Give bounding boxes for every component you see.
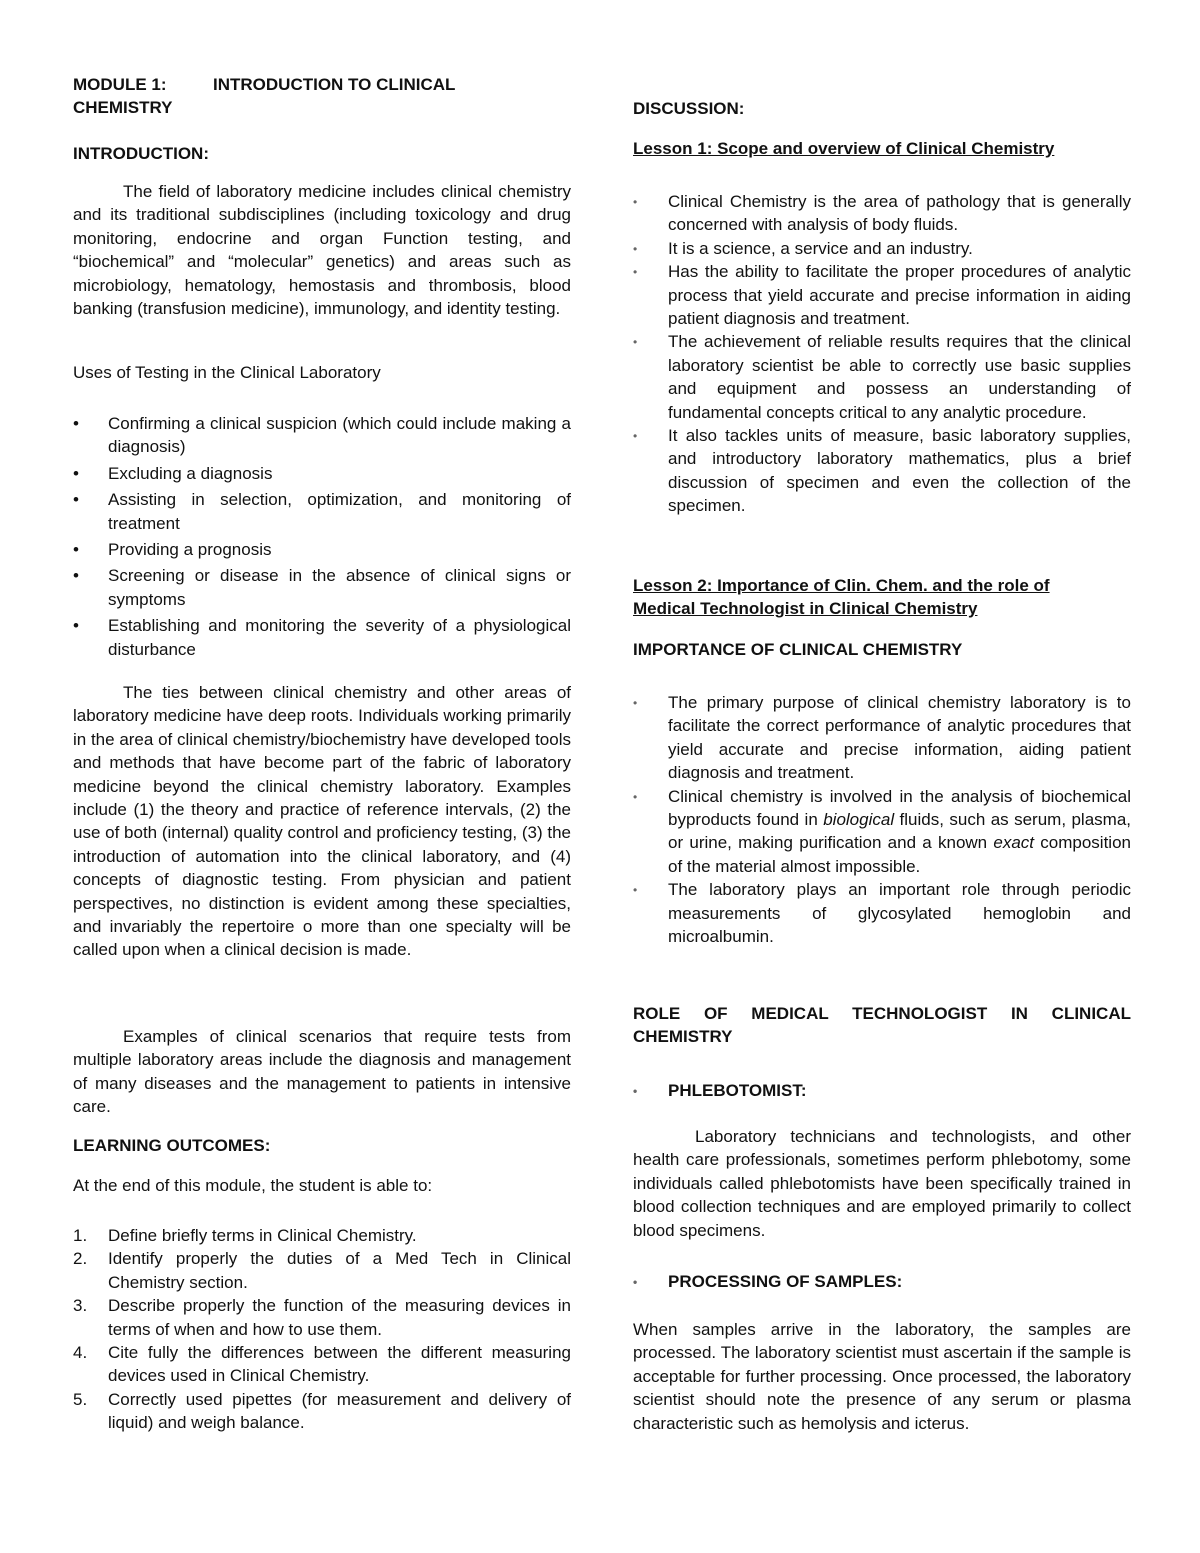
phlebotomist-paragraph: Laboratory technicians and technologists, and other health care professionals, sometimes perform phlebotomy, some individuals called phlebotomists have been specifically trained in blood collection techniques and are employed primarily to collect blood specimens. [633, 1127, 1131, 1240]
outcomes-heading: LEARNING OUTCOMES: [73, 1136, 271, 1155]
list-item: • Clinical Chemistry is the area of pathology that is generally concerned with analysis of body fluids. [633, 192, 1131, 235]
module-label: MODULE 1: [73, 75, 167, 94]
small-bullet-icon: • [633, 429, 638, 444]
small-bullet-icon: • [633, 696, 638, 710]
list-item: • Assisting in selection, optimization, and monitoring of treatment [73, 490, 571, 533]
module-title-line1: INTRODUCTION TO CLINICAL [213, 75, 456, 94]
list-item: • Clinical chemistry is involved in the analysis of biochemical byproducts found in biological fluids, such as serum, plasma, or urine, making purification and a known exact composition of the material almost impossible. [633, 786, 1131, 876]
module-title [73, 73, 533, 120]
bullet-dot-icon: • [73, 540, 79, 560]
list-item: • Has the ability to facilitate the proper procedures of analytic process that yield accurate and precise information in aiding patient diagnosis and treatment. [633, 262, 1131, 329]
small-bullet-icon: • [633, 789, 638, 804]
outcomes-list [73, 1224, 571, 1435]
small-bullet-icon: • [633, 1275, 638, 1289]
list-item: • PROCESSING OF SAMPLES: [633, 1270, 1131, 1293]
list-item: • Establishing and monitoring the severity of a physiological disturbance [73, 616, 571, 659]
processing-bullet [633, 1270, 1131, 1293]
list-item: • Providing a prognosis [73, 538, 571, 561]
list-item: • Screening or disease in the absence of clinical signs or symptoms [73, 566, 571, 609]
uses-heading: Uses of Testing in the Clinical Laboratory [73, 363, 381, 382]
bullet-dot-icon: • [73, 414, 79, 433]
outcomes-intro: At the end of this module, the student is able to: [73, 1176, 433, 1195]
list-item: 3. Describe properly the function of the measuring devices in terms of when and how to use them. [73, 1296, 571, 1339]
lesson1-heading: Lesson 1: Scope and overview of Clinical Chemistry [633, 139, 1055, 158]
ties-paragraph: The ties between clinical chemistry and other areas of laboratory medicine have deep roots. Individuals working primarily in the area of clinical chemistry/biochemistry have developed tools and methods that have become part of the fabric of laboratory medicine beyond the clinical chemistry laboratory. Examples include (1) the theory and practice of reference intervals, (2) the use of both (internal) quality control and proficiency testing, (3) the introduction of automation into the clinical laboratory, and (4) concepts of diagnostic testing. From physician and patient perspectives, no distinction is evident among these specialties, and invariably the repertoire o more than one specialty will be called upon when a clinical decision is made. [73, 683, 571, 960]
small-bullet-icon: • [633, 1084, 638, 1098]
bullet-dot-icon: • [73, 490, 79, 510]
list-item: 2. Identify properly the duties of a Med Tech in Clinical Chemistry section. [73, 1249, 571, 1292]
small-bullet-icon: • [633, 883, 638, 898]
bullet-dot-icon: • [73, 566, 79, 586]
uses-list [73, 412, 571, 661]
list-item: • PHLEBOTOMIST: [633, 1079, 1131, 1102]
importance-heading: IMPORTANCE OF CLINICAL CHEMISTRY [633, 640, 963, 659]
small-bullet-icon: • [633, 335, 638, 350]
discussion-heading: DISCUSSION: [633, 99, 745, 118]
list-item: • The achievement of reliable results requires that the clinical laboratory scientist be able to correctly use basic supplies and equipment and possess an understanding of fundamental concepts critical to any analytic procedure. [633, 332, 1131, 422]
lesson1-list [633, 190, 1131, 518]
role-heading: ROLE OF MEDICAL TECHNOLOGIST IN CLINICAL CHEMISTRY [633, 1004, 1131, 1047]
phlebotomist-bullet [633, 1079, 1131, 1102]
list-item: 4. Cite fully the differences between the different measuring devices used in Clinical Chemistry. [73, 1343, 571, 1386]
module-title-line2: CHEMISTRY [73, 98, 173, 118]
intro-heading: INTRODUCTION: [73, 144, 209, 163]
list-item: 1. Define briefly terms in Clinical Chemistry. [73, 1226, 417, 1245]
list-item: • The primary purpose of clinical chemistry laboratory is to facilitate the correct performance of analytic procedures that yield accurate and precise information, aiding patient diagnosis and treatment. [633, 693, 1131, 783]
examples-paragraph: Examples of clinical scenarios that require tests from multiple laboratory areas include the diagnosis and management of many diseases and the management to patients in intensive care. [73, 1027, 571, 1117]
small-bullet-icon: • [633, 195, 638, 209]
bullet-dot-icon: • [73, 463, 79, 483]
list-item: • Excluding a diagnosis [73, 462, 571, 485]
processing-paragraph: When samples arrive in the laboratory, the samples are processed. The laboratory scientist must ascertain if the sample is acceptable for further processing. Once processed, the laboratory scientist should note the presence of any serum or plasma characteristic such as hemolysis and icterus. [633, 1320, 1131, 1433]
intro-paragraph: The field of laboratory medicine includes clinical chemistry and its traditional subdisciplines (including toxicology and drug monitoring, endocrine and organ Function testing, and “biochemical” and “molecular” genetics) and areas such as microbiology, hematology, hemostasis and thrombosis, blood banking (transfusion medicine), immunology, and identity testing. [73, 182, 571, 319]
small-bullet-icon: • [633, 241, 638, 256]
bullet-dot-icon: • [73, 616, 79, 636]
lesson2-heading: Lesson 2: Importance of Clin. Chem. and the role of Medical Technologist in Clinical Chemistry [633, 576, 1050, 619]
list-item: • The laboratory plays an important role through periodic measurements of glycosylated hemoglobin and microalbumin. [633, 880, 1131, 947]
list-item: 5. Correctly used pipettes (for measurement and delivery of liquid) and weigh balance. [73, 1389, 571, 1433]
small-bullet-icon: • [633, 265, 638, 280]
list-item: • It also tackles units of measure, basic laboratory supplies, and introductory laboratory mathematics, plus a brief discussion of specimen and even the collection of the specimen. [633, 426, 1131, 516]
list-item: • It is a science, a service and an industry. [633, 237, 1131, 260]
importance-list [633, 691, 1131, 948]
list-item: • Confirming a clinical suspicion (which could include making a diagnosis) [73, 414, 571, 457]
